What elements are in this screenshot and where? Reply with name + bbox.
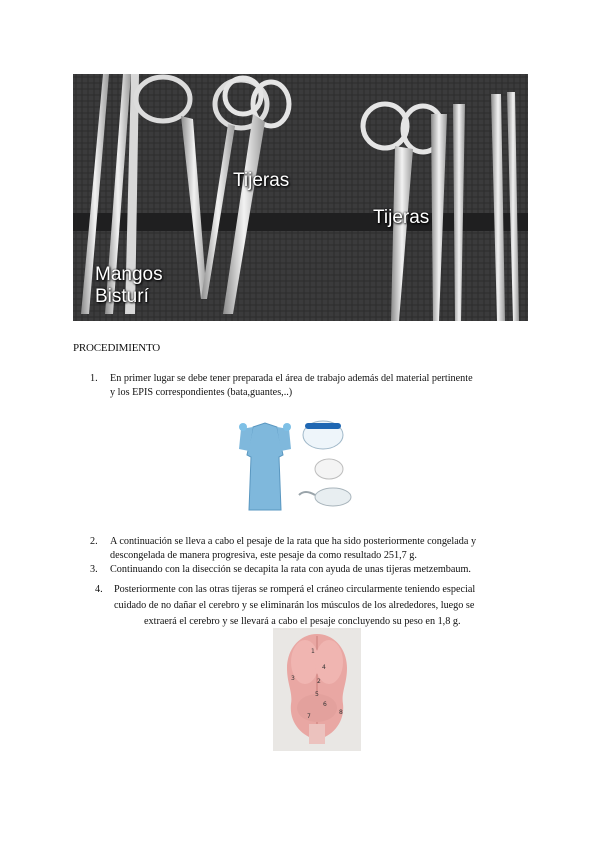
step-4 bbox=[95, 582, 525, 630]
steps-list-1 bbox=[90, 372, 473, 400]
step-1 bbox=[90, 372, 473, 400]
step-line: En primer lugar se debe tener preparada el área de trabajo además del material pertinente bbox=[110, 373, 473, 384]
brain-image bbox=[273, 628, 361, 751]
label-bisturi: Bisturí bbox=[95, 286, 149, 307]
step-2 bbox=[90, 535, 530, 563]
step-line: cuidado de no dañar el cerebro y se eliminarán los músculos de los alrededores, luego se bbox=[114, 600, 475, 611]
brain-label: 8 bbox=[339, 709, 343, 716]
ppe-image bbox=[233, 415, 363, 515]
label-tijeras-1: Tijeras bbox=[233, 170, 290, 191]
step-line: descongelada de manera progresiva, este pesaje da como resultado 251,7 g. bbox=[110, 550, 417, 562]
step-number: 1. bbox=[90, 373, 98, 384]
brain-label: 5 bbox=[315, 691, 319, 698]
brain-label: 6 bbox=[323, 701, 327, 708]
brain-label: 4 bbox=[322, 664, 326, 671]
step-3 bbox=[90, 563, 530, 577]
steps-list-2 bbox=[90, 535, 530, 578]
step-line: Continuando con la disección se decapita la rata con ayuda de unas tijeras metzembaum. bbox=[110, 564, 471, 576]
step-number: 3. bbox=[90, 564, 98, 576]
step-line: extraerá el cerebro y se llevará a cabo el pesaje concluyendo su peso en 1,8 g. bbox=[144, 616, 461, 627]
instruments-photo bbox=[73, 74, 528, 321]
step-line: y los EPIS correspondientes (bata,guantes,..) bbox=[110, 387, 293, 399]
section-heading: PROCEDIMIENTO bbox=[73, 342, 161, 354]
brain-label: 7 bbox=[307, 713, 311, 720]
label-tijeras-2: Tijeras bbox=[373, 207, 430, 228]
brain-label: 3 bbox=[291, 675, 295, 682]
label-mangos-bisturi bbox=[95, 264, 163, 308]
step-line: Posteriormente con las otras tijeras se romperá el cráneo circularmente teniendo especial bbox=[114, 584, 476, 595]
step-number: 2. bbox=[90, 536, 98, 547]
brain-label: 2 bbox=[317, 678, 321, 685]
brain-label: 1 bbox=[311, 648, 315, 655]
step-line: A continuación se lleva a cabo el pesaje de la rata que ha sido posteriormente congelada y bbox=[110, 536, 477, 547]
label-mangos: Mangos bbox=[95, 264, 163, 285]
step-number: 4. bbox=[95, 584, 103, 595]
